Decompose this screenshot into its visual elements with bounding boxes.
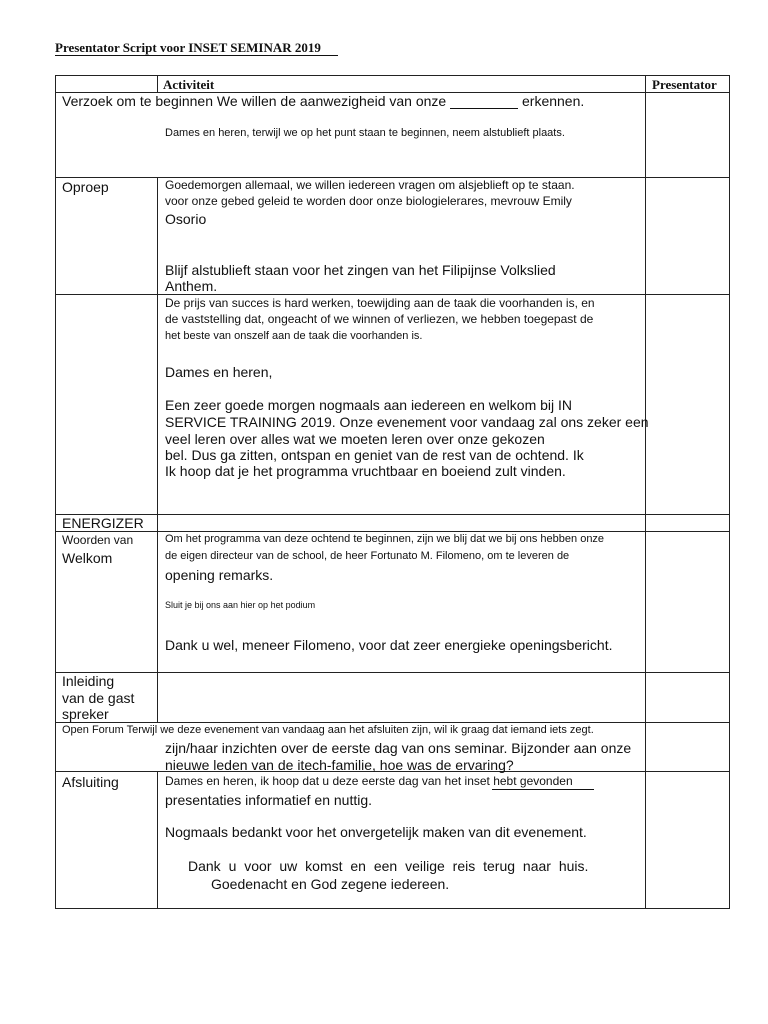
row8-line: Dames en heren, ik hoop dat u deze eerste dag van het inset hebt gevonden	[165, 774, 573, 788]
row-label-intro: Inleiding	[62, 673, 115, 689]
row2-line: Blijf alstublieft staan voor het zingen van het Filipijnse Volkslied	[165, 262, 556, 278]
row-label-energizer: ENERGIZER	[62, 515, 144, 531]
document-title: Presentator Script voor INSET SEMINAR 2019	[55, 40, 321, 55]
row3-line: Een zeer goede morgen nogmaals aan iedereen en welkom bij IN	[165, 397, 573, 413]
row2-line: Osorio	[165, 211, 207, 227]
row3-line: veel leren over alles wat we moeten leren over onze gekozen	[165, 431, 545, 447]
row-label-intro: spreker	[62, 706, 109, 722]
row5-line: Dank u wel, meneer Filomeno, voor dat zeer energieke openingsbericht.	[165, 637, 613, 653]
col-divider	[157, 771, 158, 909]
row5-line: Om het programma van deze ochtend te beginnen, zijn we blij dat we bij ons hebben onze	[165, 533, 605, 545]
row7-line: zijn/haar inzichten over de eerste dag van ons seminar. Bijzonder aan onze	[165, 740, 632, 756]
row3-line: de vaststelling dat, ongeacht of we winnen of verliezen, we hebben toegepast de	[165, 312, 594, 326]
row8-line: Dank u voor uw komst en een veilige reis terug naar huis.	[188, 858, 589, 874]
col-divider	[157, 177, 158, 723]
table-border-right	[729, 75, 730, 909]
row-label-welcome: Woorden van	[62, 533, 134, 547]
col-divider	[157, 75, 158, 93]
row3-line: Dames en heren,	[165, 364, 273, 380]
row5-line: opening remarks.	[165, 567, 274, 583]
row1-line: Verzoek om te beginnen We willen de aanwezigheid van onze	[62, 93, 447, 109]
row-label-closing: Afsluiting	[62, 774, 119, 790]
row-label-intro: van de gast	[62, 690, 135, 706]
row2-line: Anthem.	[165, 278, 218, 294]
col-divider	[645, 75, 646, 909]
row3-line: De prijs van succes is hard werken, toewijding aan de taak die voorhanden is, en	[165, 296, 595, 310]
row1-line: erkennen.	[522, 93, 585, 109]
row7-line: nieuwe leden van de itech-familie, hoe was de ervaring?	[165, 757, 514, 773]
row8-line: Goedenacht en God zegene iedereen.	[211, 876, 450, 892]
row3-line: bel. Dus ga zitten, ontspan en geniet van de rest van de ochtend. Ik	[165, 447, 584, 463]
header-activity: Activiteit	[163, 77, 215, 92]
blank-field	[450, 96, 518, 109]
header-presenter: Presentator	[652, 77, 717, 92]
row2-line: voor onze gebed geleid te worden door onze biologielerares, mevrouw Emily	[165, 194, 572, 208]
row3-line: het beste van onszelf aan de taak die voorhanden is.	[165, 330, 423, 342]
title-underline	[55, 55, 338, 56]
row1-line: Dames en heren, terwijl we op het punt staan te beginnen, neem alstublieft plaats.	[165, 127, 565, 139]
row2-line: Goedemorgen allemaal, we willen iedereen vragen om alsjeblieft op te staan.	[165, 178, 575, 192]
row1-text	[62, 93, 584, 109]
inset-underline	[492, 789, 594, 790]
row5-line: Sluit je bij ons aan hier op het podium	[165, 600, 316, 610]
row-label-welcome: Welkom	[62, 550, 113, 566]
table-border-left	[55, 75, 56, 909]
row8-line: presentaties informatief en nuttig.	[165, 792, 373, 808]
row7-line: Open Forum Terwijl we deze evenement van vandaag aan het afsluiten zijn, wil ik graag dat iemand iets zegt.	[62, 724, 594, 736]
row3-line: Ik hoop dat je het programma vruchtbaar en boeiend zult vinden.	[165, 463, 566, 479]
row-label-oproep: Oproep	[62, 179, 109, 195]
row5-line: de eigen directeur van de school, de heer Fortunato M. Filomeno, om te leveren de	[165, 550, 570, 562]
row3-line: SERVICE TRAINING 2019. Onze evenement voor vandaag zal ons zeker een	[165, 414, 649, 430]
row8-line: Nogmaals bedankt voor het onvergetelijk maken van dit evenement.	[165, 824, 587, 840]
